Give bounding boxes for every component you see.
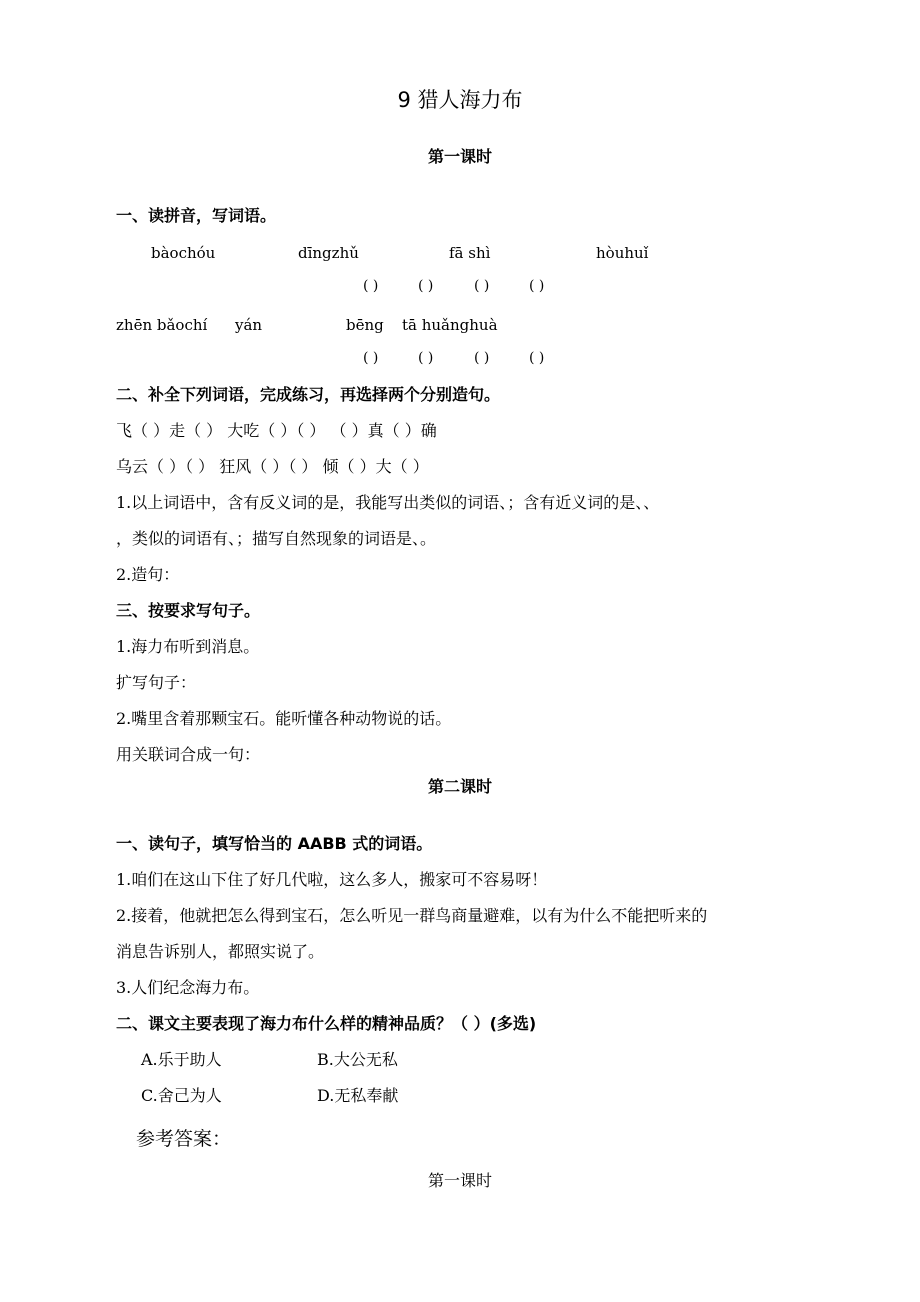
lesson2-q1-s1: 1.咱们在这山下住了好几代啦，这么多人，搬家可不容易呀！ bbox=[116, 870, 548, 889]
pinyin-zhenbaochi: zhēn bǎochí bbox=[116, 316, 208, 334]
option-b[interactable]: B.大公无私 bbox=[317, 1050, 398, 1069]
option-a[interactable]: A.乐于助人 bbox=[141, 1050, 222, 1069]
lesson1-q2-item2: 2.造句： bbox=[116, 565, 180, 584]
lesson1-q2-item1: 1.以上词语中，含有反义词的是，我能写出类似的词语、；含有近义词的是、、 bbox=[116, 493, 660, 512]
lesson2-q2-heading: 二、课文主要表现了海力布什么样的精神品质？（ ）(多选) bbox=[116, 1014, 537, 1033]
pinyin-fashi: fā shì bbox=[449, 244, 491, 262]
lesson2-label: 第二课时 bbox=[427, 777, 492, 796]
answer-blank[interactable]: ( ) bbox=[529, 350, 545, 366]
lesson1-label: 第一课时 bbox=[427, 147, 492, 166]
pinyin-yan: yán bbox=[235, 316, 263, 334]
answer-blank[interactable]: ( ) bbox=[363, 350, 379, 366]
word-blanks-row1: 飞（ ）走（ ） 大吃（ ）（ ） （ ）真（ ）确 bbox=[116, 421, 437, 440]
answer-blank[interactable]: ( ) bbox=[418, 278, 434, 294]
lesson2-q1-s3: 3.人们纪念海力布。 bbox=[116, 978, 260, 997]
option-c[interactable]: C.舍己为人 bbox=[141, 1086, 222, 1105]
answer-blank[interactable]: ( ) bbox=[474, 350, 490, 366]
lesson2-q1-s2: 2.接着，他就把怎么得到宝石，怎么听见一群鸟商量避难，以有为什么不能把听来的 bbox=[116, 906, 708, 925]
pinyin-dingzhu: dīngzhǔ bbox=[298, 244, 359, 262]
lesson1-q3-s2: 2.嘴里含着那颗宝石。能听懂各种动物说的话。 bbox=[116, 709, 452, 728]
answer-blank[interactable]: ( ) bbox=[529, 278, 545, 294]
answers-heading: 参考答案： bbox=[136, 1128, 232, 1150]
lesson1-q2-heading: 二、补全下列词语，完成练习，再选择两个分别造句。 bbox=[116, 385, 501, 404]
lesson1-q3-heading: 三、按要求写句子。 bbox=[116, 601, 261, 620]
lesson2-q1-heading: 一、读句子，填写恰当的 AABB 式的词语。 bbox=[116, 834, 433, 853]
lesson1-q3-s1: 1.海力布听到消息。 bbox=[116, 637, 260, 656]
lesson1-q2-item1-cont: ，类似的词语有、；描写自然现象的词语是、。 bbox=[116, 529, 437, 548]
answer-blank[interactable]: ( ) bbox=[363, 278, 379, 294]
lesson1-q3-s1-task: 扩写句子： bbox=[116, 673, 197, 692]
pinyin-beng: bēng bbox=[346, 316, 384, 334]
word-blanks-row2: 乌云（ ）（ ） 狂风（ ）（ ） 倾（ ）大（ ） bbox=[116, 457, 429, 476]
option-d[interactable]: D.无私奉献 bbox=[317, 1086, 399, 1105]
lesson2-q1-s2-cont: 消息告诉别人，都照实说了。 bbox=[116, 942, 325, 961]
page-title: 9 猎人海力布 bbox=[397, 88, 523, 112]
lesson1-q1-heading: 一、读拼音，写词语。 bbox=[116, 206, 277, 225]
lesson1-q3-s2-task: 用关联词合成一句： bbox=[116, 745, 261, 764]
pinyin-tahuanghua: tā huǎnghuà bbox=[402, 316, 498, 334]
pinyin-baochou: bàochóu bbox=[151, 244, 216, 262]
answers-lesson-label: 第一课时 bbox=[427, 1171, 492, 1190]
pinyin-houhui: hòuhuǐ bbox=[596, 244, 649, 262]
answer-blank[interactable]: ( ) bbox=[418, 350, 434, 366]
answer-blank[interactable]: ( ) bbox=[474, 278, 490, 294]
